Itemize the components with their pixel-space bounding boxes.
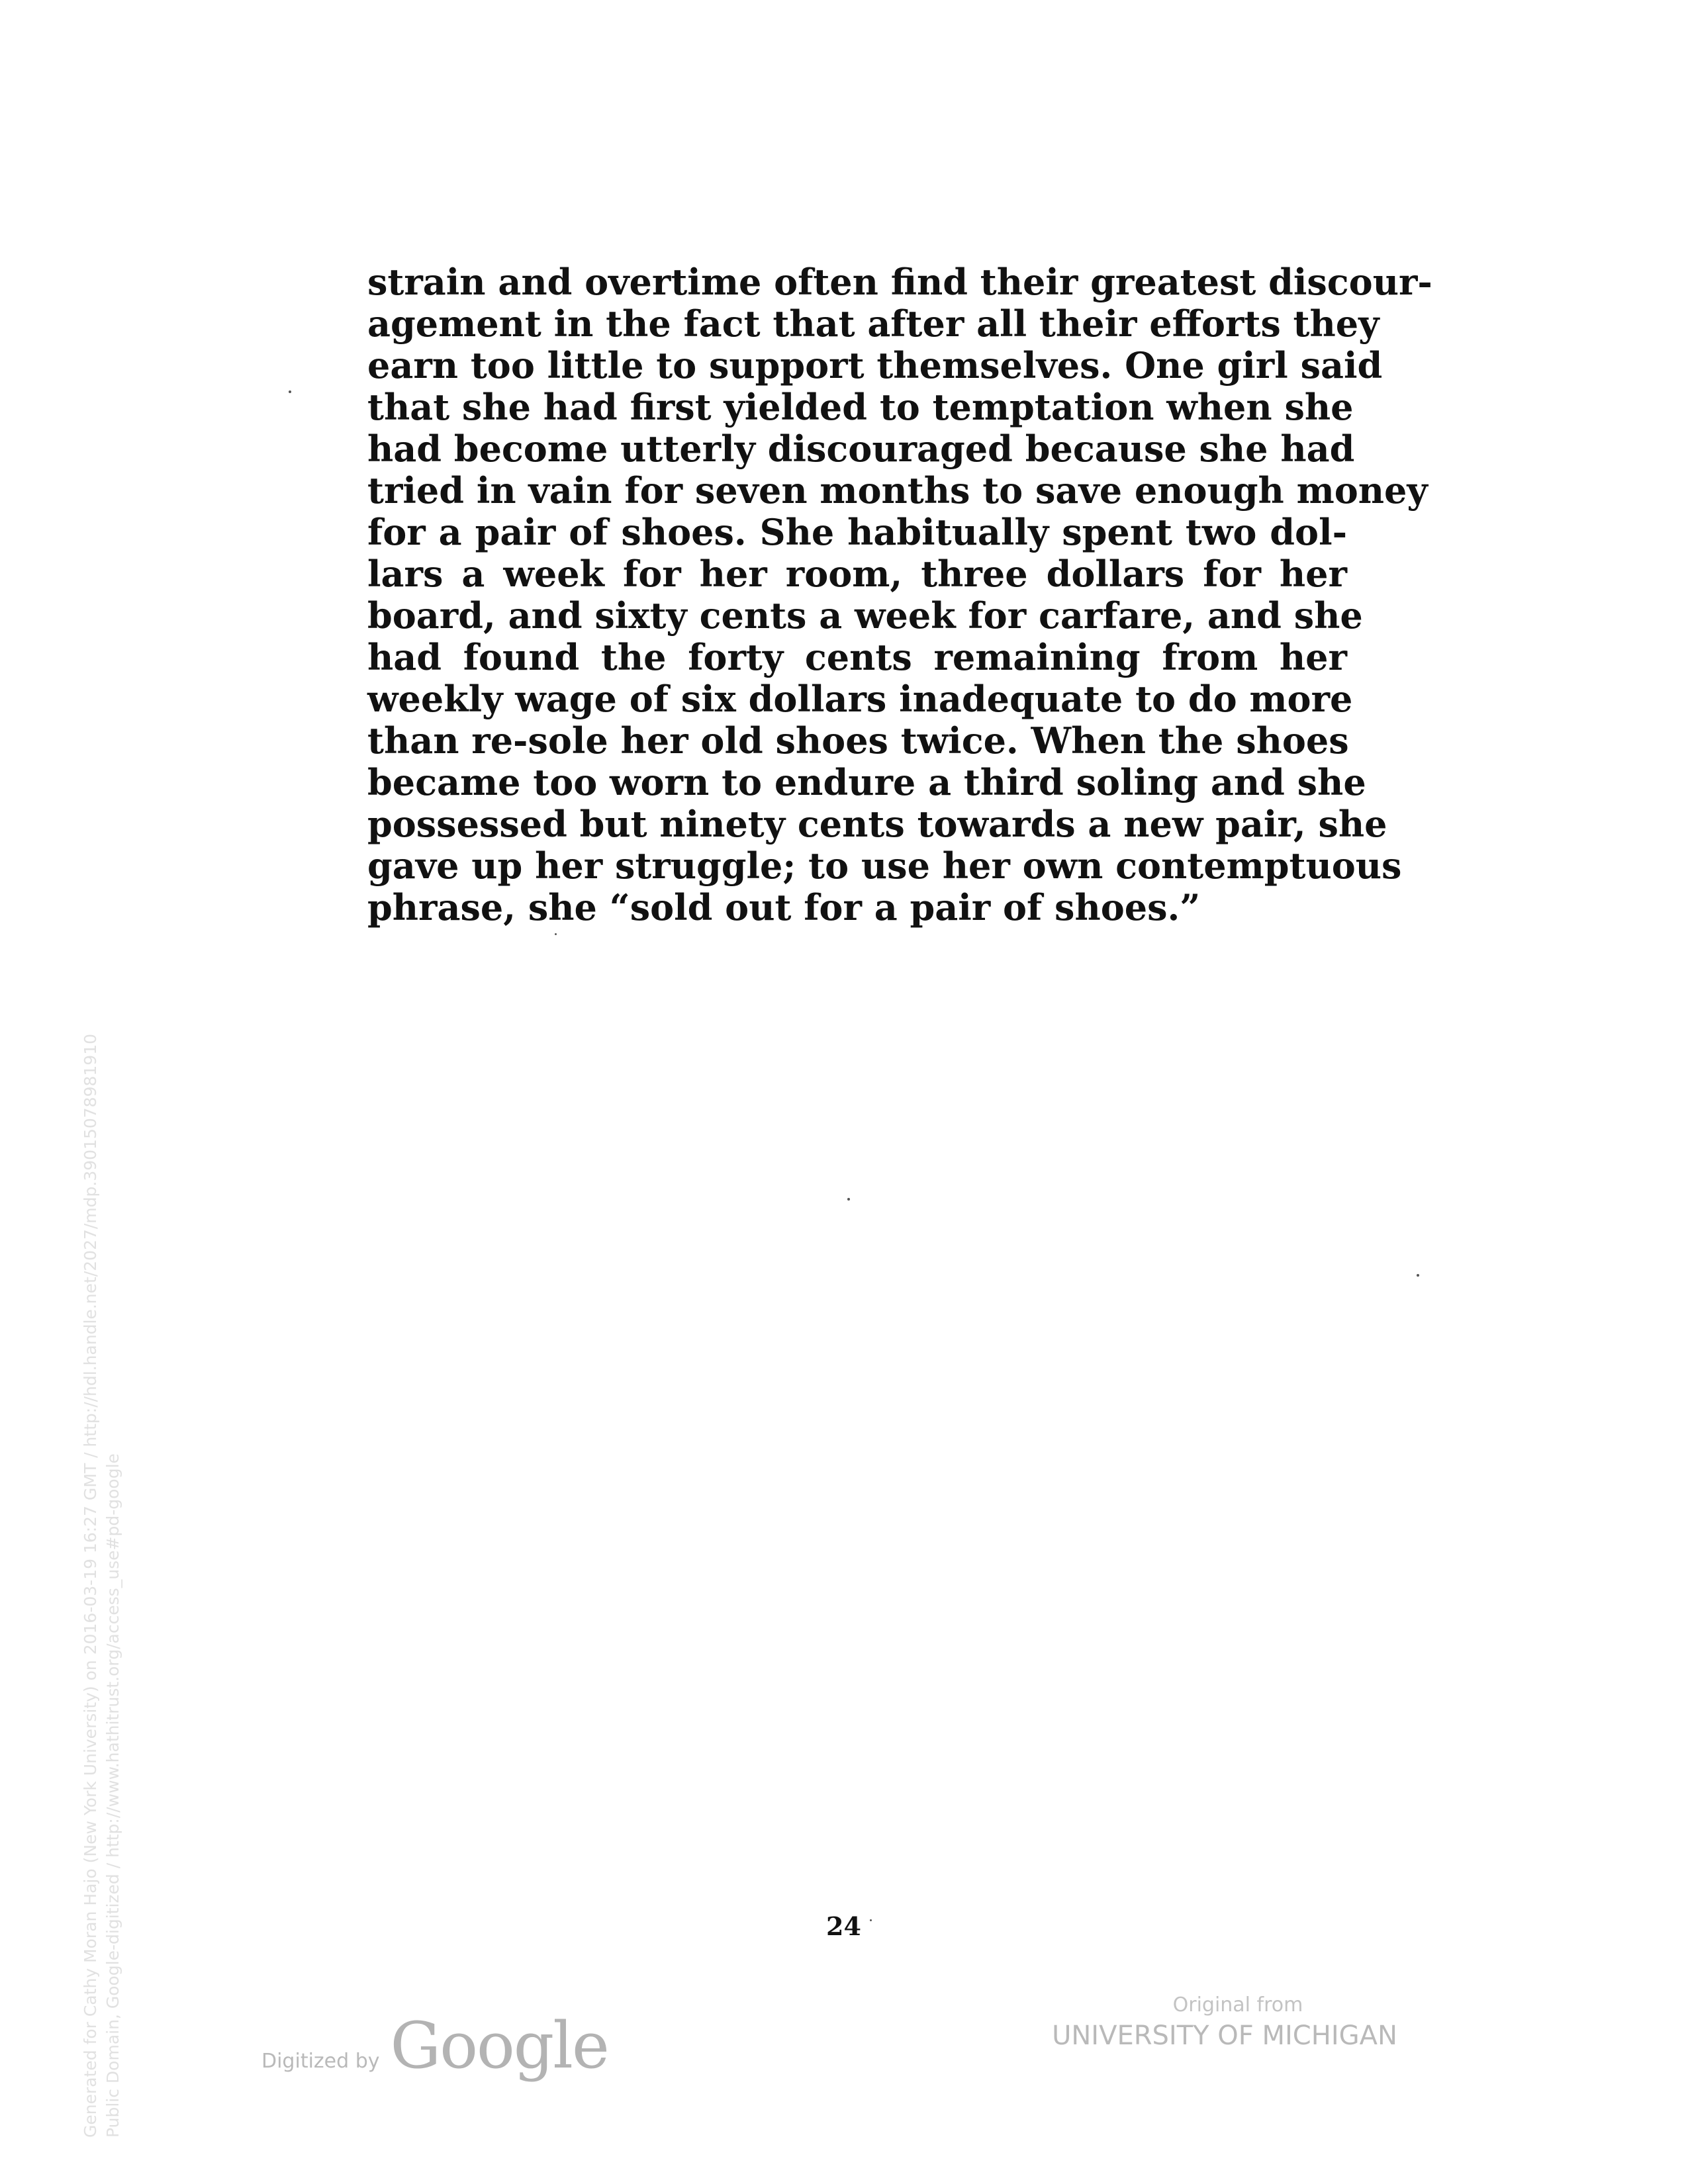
text-line: had become utterly discouraged because she had [367, 428, 1355, 470]
text-line: phrase, she “sold out for a pair of shoes.” [367, 886, 1201, 929]
scan-speck [1417, 1274, 1419, 1277]
text-line: that she had first yielded to temptation when she [367, 386, 1354, 428]
scan-speck [870, 1919, 872, 1921]
watermark-line: Generated for Cathy Moran Hajo (New York University) on 2016-03-19 16:27 GMT / http://hdl.handle.net/2027/mdp.39015078981910 [81, 1033, 100, 2138]
original-source [1052, 1992, 1403, 2053]
page-number: 24 [826, 1911, 861, 1941]
text-line: became too worn to endure a third soling and she [367, 761, 1366, 803]
text-line: tried in vain for seven months to save enough money [367, 469, 1428, 512]
text-line: earn too little to support themselves. One girl said [367, 344, 1383, 387]
google-logo: Google [390, 2009, 608, 2083]
text-line: gave up her struggle; to use her own contemptuous [367, 844, 1402, 887]
scan-speck [555, 933, 557, 935]
body-paragraph [367, 261, 1432, 929]
text-line: weekly wage of six dollars inadequate to do more [367, 678, 1353, 720]
text-line: strain and overtime often find their greatest discour- [367, 261, 1432, 303]
text-line: lars a week for her room, three dollars for her [367, 553, 1347, 595]
text-line: agement in the fact that after all their efforts they [367, 302, 1380, 345]
text-line: had found the forty cents remaining from her [367, 636, 1347, 678]
institution-name: UNIVERSITY OF MICHIGAN [1052, 2021, 1397, 2051]
hathitrust-watermark [79, 814, 124, 2138]
original-label: Original from [1172, 1993, 1303, 2017]
text-line: than re-sole her old shoes twice. When the shoes [367, 719, 1349, 762]
text-line: for a pair of shoes. She habitually spent two dol- [367, 511, 1347, 553]
text-line: board, and sixty cents a week for carfare, and she [367, 594, 1363, 637]
scan-speck [847, 1198, 850, 1201]
watermark-line: Public Domain, Google-digitized / http://www.hathitrust.org/access_use#pd-google [103, 1453, 122, 2138]
digitized-by-google [261, 2009, 608, 2083]
digitized-label: Digitized by [261, 2050, 380, 2073]
text-line: possessed but ninety cents towards a new pair, she [367, 803, 1387, 845]
scan-speck [289, 390, 291, 393]
